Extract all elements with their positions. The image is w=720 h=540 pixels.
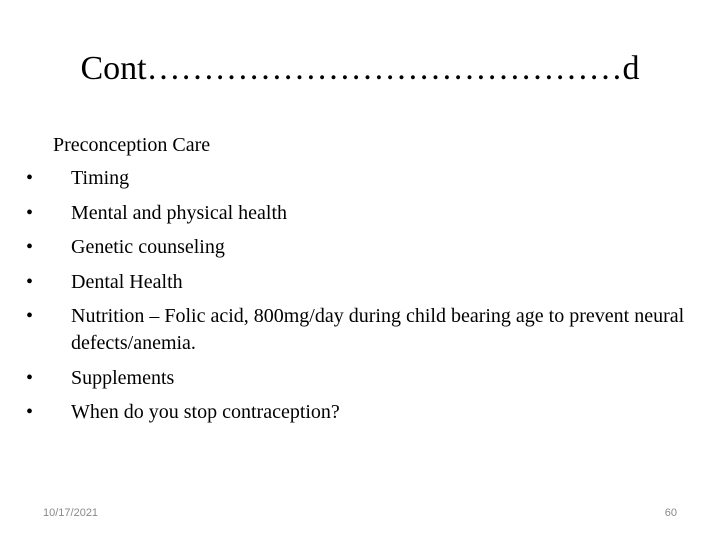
bullet-item-dental <box>26 269 686 296</box>
bullet-dot-icon: • <box>26 401 34 423</box>
bullet-item-nutrition <box>26 303 686 357</box>
section-heading: Preconception Care <box>53 134 211 156</box>
bullet-text: Timing <box>71 167 130 189</box>
bullet-dot-icon: • <box>26 236 34 258</box>
bullet-list <box>26 165 686 434</box>
bullet-item-health <box>26 200 686 227</box>
bullet-text: Dental Health <box>71 270 183 293</box>
bullet-dot-icon: • <box>26 270 34 293</box>
bullet-item-supplements <box>26 365 686 392</box>
bullet-dot-icon: • <box>26 366 34 389</box>
bullet-dot-icon: • <box>26 201 34 224</box>
bullet-text: Mental and physical health <box>71 201 288 224</box>
bullet-item-genetic <box>26 234 686 261</box>
footer-date: 10/17/2021 <box>43 507 99 519</box>
bullet-text: When do you stop contraception? <box>71 401 340 423</box>
bullet-item-contraception <box>26 399 686 426</box>
slide-title: Cont……………………………………d <box>80 50 640 87</box>
bullet-dot-icon: • <box>26 305 34 327</box>
bullet-dot-icon: • <box>26 167 34 189</box>
bullet-text: Supplements <box>71 366 175 389</box>
bullet-text: Nutrition – Folic acid, 800mg/day during child bearing age to prevent neural defects/anemia. <box>71 305 685 354</box>
footer-page-number: 60 <box>664 507 677 519</box>
bullet-item-timing <box>26 165 686 192</box>
bullet-text: Genetic counseling <box>71 236 225 258</box>
